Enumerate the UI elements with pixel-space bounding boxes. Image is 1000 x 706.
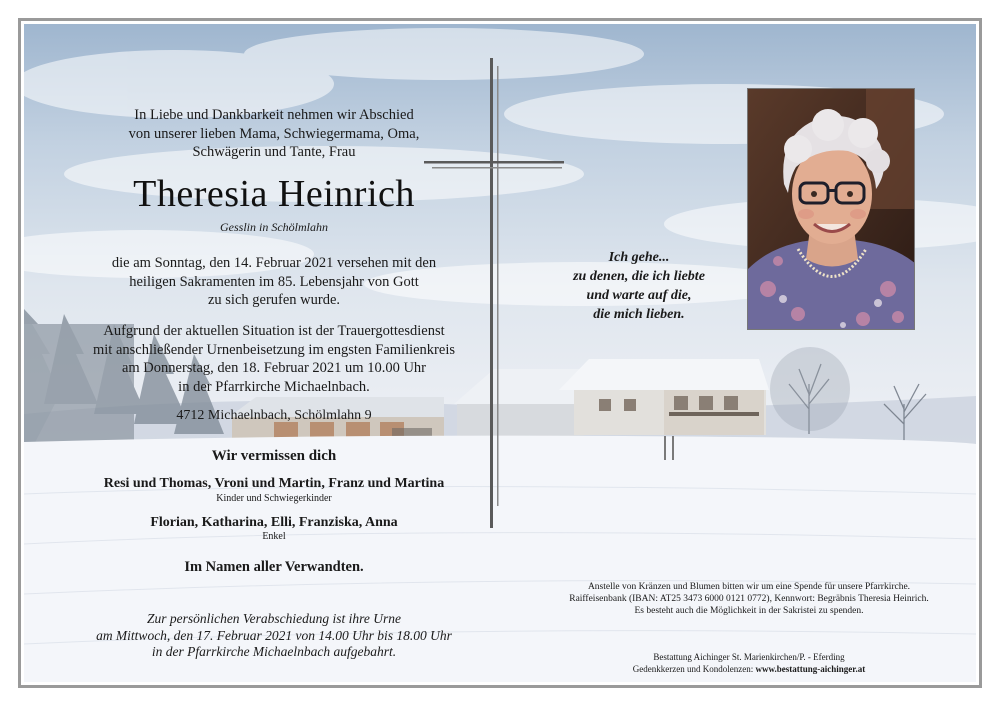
donation-line: Anstelle von Kränzen und Blumen bitten wir um eine Spende für unsere Pfarrkirche. xyxy=(587,582,911,592)
house-name: Gesslin in Schölmlahn xyxy=(220,220,328,234)
poem xyxy=(524,248,754,324)
funeral-line: am Donnerstag, den 18. Februar 2021 um 10.00 Uhr xyxy=(121,360,427,376)
death-line: heiligen Sakramenten im 85. Lebensjahr von Gott xyxy=(129,273,419,290)
funeral-line: mit anschließender Urnenbeisetzung im engsten Familienkreis xyxy=(93,341,455,358)
condolence-line xyxy=(529,663,969,675)
farewell-line: Zur persönlichen Verabschiedung ist ihre Urne xyxy=(146,611,402,626)
funeral-notice xyxy=(54,322,494,396)
death-line: die am Sonntag, den 14. Februar 2021 versehen mit den xyxy=(111,255,437,271)
winter-landscape-background xyxy=(24,24,976,682)
poem-line: zu denen, die ich liebte xyxy=(573,269,705,284)
funeral-line: in der Pfarrkirche Michaelnbach. xyxy=(178,378,370,395)
farewell-line: in der Pfarrkirche Michaelnbach aufgebahrt. xyxy=(151,644,397,659)
portrait-photo xyxy=(747,88,915,330)
relatives-line: Im Namen aller Verwandten. xyxy=(184,559,364,575)
poem-line: Ich gehe... xyxy=(608,250,670,265)
poem-line: die mich lieben. xyxy=(593,307,685,322)
family-children-caption: Kinder und Schwiegerkinder xyxy=(216,493,332,504)
address: 4712 Michaelnbach, Schölmlahn 9 xyxy=(176,408,372,423)
family-grandchildren: Florian, Katharina, Elli, Franziska, Anna xyxy=(150,515,398,530)
donation-line: Raiffeisenbank (IBAN: AT25 3473 6000 0121 0772), Kennwort: Begräbnis Theresia Heinrich. xyxy=(569,594,929,604)
miss-heading: Wir vermissen dich xyxy=(211,448,337,464)
family-grandchildren-caption: Enkel xyxy=(262,531,286,542)
death-notice xyxy=(54,254,494,310)
donation-line: Es besteht auch die Möglichkeit in der Sakristei zu spenden. xyxy=(634,606,864,616)
intro-text xyxy=(54,106,494,162)
portrait-illustration xyxy=(748,89,915,330)
poem-line: und warte auf die, xyxy=(586,288,692,303)
death-line: zu sich gerufen wurde. xyxy=(207,292,341,308)
intro-line: In Liebe und Dankbarkeit nehmen wir Abschied xyxy=(134,107,414,123)
deceased-name: Theresia Heinrich xyxy=(133,173,415,215)
condolence-label: Gedenkkerzen und Kondolenzen: xyxy=(632,664,756,674)
undertaker-info xyxy=(529,651,969,675)
farewell-notice xyxy=(54,611,494,661)
condolence-link[interactable]: www.bestattung-aichinger.at xyxy=(755,664,866,674)
farewell-line: am Mittwoch, den 17. Februar 2021 von 14.00 Uhr bis 18.00 Uhr xyxy=(96,627,452,643)
donation-notice xyxy=(529,581,969,617)
funeral-line: Aufgrund der aktuellen Situation ist der Trauergottesdienst xyxy=(103,323,445,339)
intro-line: von unserer lieben Mama, Schwiegermama, Oma, xyxy=(128,125,420,142)
undertaker-name: Bestattung Aichinger St. Marienkirchen/P. - Eferding xyxy=(653,652,845,662)
family-children: Resi und Thomas, Vroni und Martin, Franz und Martina xyxy=(103,476,445,491)
intro-line: Schwägerin und Tante, Frau xyxy=(192,144,356,160)
